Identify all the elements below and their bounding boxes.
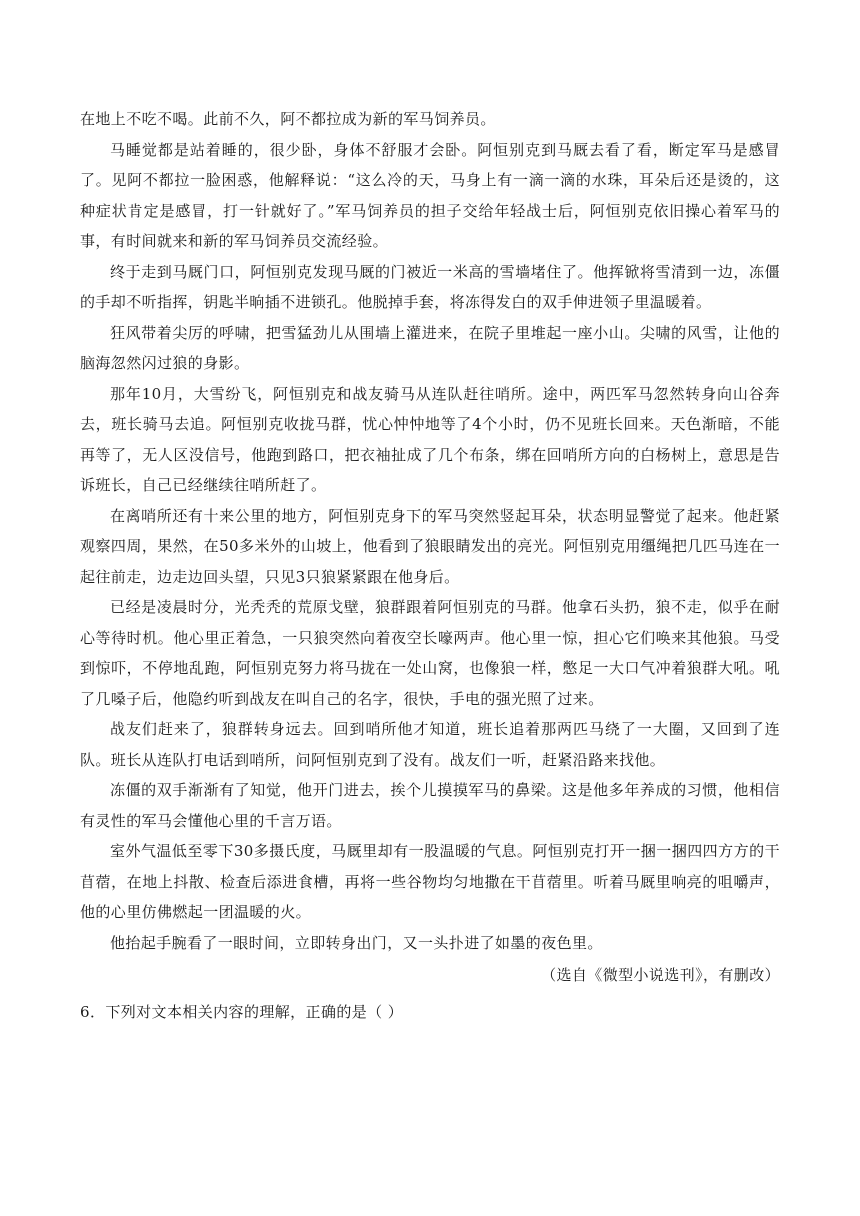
question-6: 6．下列对文本相关内容的理解，正确的是（ ） <box>80 1002 404 1021</box>
paragraph-2: 马睡觉都是站着睡的，很少卧，身体不舒服才会卧。阿恒别克到马厩去看了看，断定军马是感冒了。见阿不都拉一脸困惑，他解释说：“这么冷的天，马身上有一滴一滴的水珠，耳朵后还是烫的，这种症状肯定是感冒，打一针就好了。”军马饲养员的担子交给年轻战士后，阿恒别克依旧操心着军马的事，有时间就来和新的军马饲养员交流经验。 <box>80 140 780 250</box>
paragraph-4: 狂风带着尖厉的呼啸，把雪猛劲儿从围墙上灌进来，在院子里堆起一座小山。尖啸的风雪，让他的脑海忽然闪过狼的身影。 <box>80 323 780 372</box>
article-body <box>80 104 780 1027</box>
paragraph-6: 在离哨所还有十来公里的地方，阿恒别克身下的军马突然竖起耳朵，状态明显警觉了起来。他赶紧观察四周，果然，在50多米外的山坡上，他看到了狼眼睛发出的亮光。阿恒别克用缰绳把几匹马连在一起往前走，边走边回头望，只见3只狼紧紧跟在他身后。 <box>80 506 780 586</box>
source-citation: （选自《微型小说选刊》，有删改） <box>541 966 780 984</box>
paragraph-11: 他抬起手腕看了一眼时间，立即转身出门，又一头扑进了如墨的夜色里。 <box>110 933 603 952</box>
paragraph-9: 冻僵的双手渐渐有了知觉，他开门进去，挨个儿摸摸军马的鼻梁。这是他多年养成的习惯，他相信有灵性的军马会懂他心里的千言万语。 <box>80 781 780 830</box>
paragraph-7: 已经是凌晨时分，光秃秃的荒原戈壁，狼群跟着阿恒别克的马群。他拿石头扔，狼不走，似乎在耐心等待时机。他心里正着急，一只狼突然向着夜空长嚎两声。他心里一惊，担心它们唤来其他狼。马受到惊吓，不停地乱跑，阿恒别克努力将马拢在一处山窝，也像狼一样，憋足一大口气冲着狼群大吼。吼了几嗓子后，他隐约听到战友在叫自己的名字，很快，手电的强光照了过来。 <box>80 598 780 708</box>
paragraph-10: 室外气温低至零下30多摄氏度，马厩里却有一股温暖的气息。阿恒别克打开一捆一捆四四方方的干苜蓿，在地上抖散、检查后添进食槽，再将一些谷物均匀地撒在干苜蓿里。听着马厩里响亮的咀嚼声，他的心里仿佛燃起一团温暖的火。 <box>80 842 780 921</box>
paragraph-5: 那年10月，大雪纷飞，阿恒别克和战友骑马从连队赶往哨所。途中，两匹军马忽然转身向山谷奔去，班长骑马去追。阿恒别克收拢马群，忧心忡忡地等了4个小时，仍不见班长回来。天色渐暗，不能再等了，无人区没信号，他跑到路口，把衣袖扯成了几个布条，绑在回哨所方向的白杨树上，意思是告诉班长，自己已经继续往哨所赶了。 <box>80 384 780 494</box>
paragraph-3: 终于走到马厩门口，阿恒别克发现马厩的门被近一米高的雪墙堵住了。他挥锨将雪清到一边，冻僵的手却不听指挥，钥匙半晌插不进锁孔。他脱掉手套，将冻得发白的双手伸进领子里温暖着。 <box>80 262 780 311</box>
paragraph-8: 战友们赶来了，狼群转身远去。回到哨所他才知道，班长追着那两匹马绕了一大圈，又回到了连队。班长从连队打电话到哨所，问阿恒别克到了没有。战友们一听，赶紧沿路来找他。 <box>80 720 780 769</box>
paragraph-1: 在地上不吃不喝。此前不久，阿不都拉成为新的军马饲养员。 <box>80 110 496 128</box>
